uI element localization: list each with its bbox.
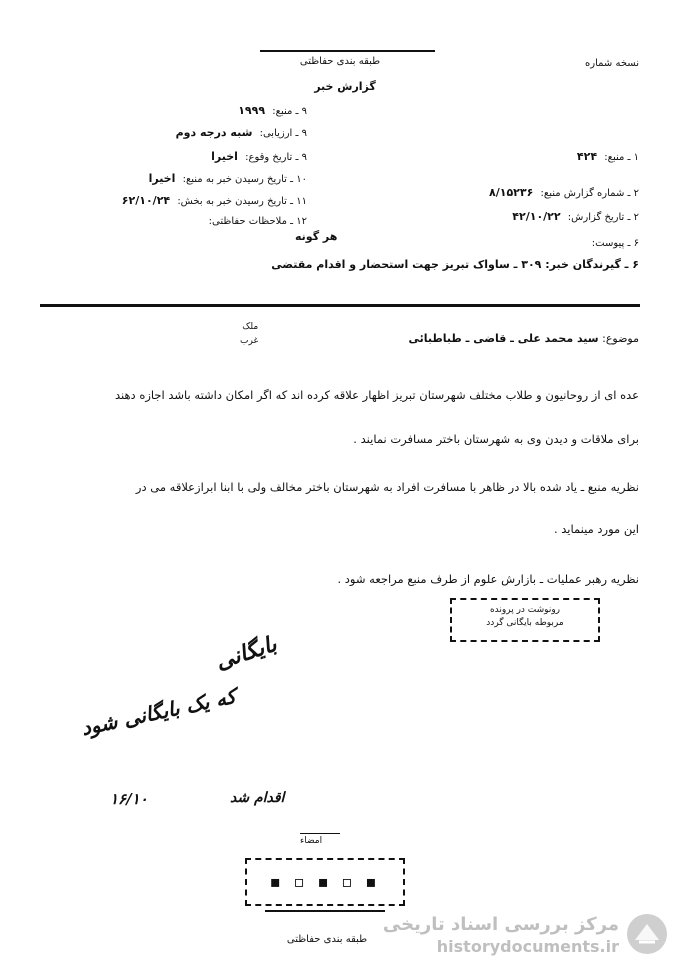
- desk-marks: [240, 320, 258, 348]
- handwritten-note: که یک بایگانی شود: [79, 683, 238, 741]
- body-paragraph: برای ملاقات و دیدن وی به شهرستان باختر مسافرت نمایند .: [353, 432, 639, 446]
- field-evaluation: [176, 126, 307, 139]
- field-value: شبه درجه دوم: [175, 126, 253, 139]
- field-value: ۱۹۹۹: [238, 104, 266, 117]
- handwritten-date: ۱۶/۱۰: [110, 790, 148, 808]
- field-label: ۱ ـ منبع:: [604, 152, 639, 163]
- field-label: ۱۱ ـ تاریخ رسیدن خبر به بخش:: [177, 196, 307, 207]
- body-paragraph: عده ای از روحانیون و طلاب مختلف شهرستان تبریز اظهار علاقه کرده اند که اگر امکان داشته باشد اجازه دهند: [114, 388, 639, 402]
- archive-stamp-line: رونوشت در پرونده: [489, 605, 561, 615]
- body-paragraph: نظریه منبع ـ یاد شده بالا در ظاهر با مسافرت افراد به شهرستان باختر مخالف ولی با ابنا ابرازعلاقه می در: [135, 480, 639, 494]
- subject-line: [409, 332, 639, 345]
- subject-value: سید محمد علی ـ قاضی ـ طباطبائی: [408, 332, 599, 345]
- archive-stamp: [450, 598, 600, 642]
- field-received-by-section-date: [122, 194, 307, 207]
- watermark: [383, 912, 669, 960]
- field-occurrence-date: [211, 150, 307, 163]
- signature-label: امضاء: [300, 836, 323, 846]
- desk-mark: ملک: [242, 322, 259, 332]
- handwritten-note: بایگانی: [212, 631, 280, 675]
- field-value: ۴۲/۱۰/۲۲: [512, 210, 561, 223]
- field-label: ۹ ـ منبع:: [272, 106, 307, 117]
- classification-label-bottom: طبقه بندی حفاظتی: [286, 934, 368, 945]
- copy-number-label: نسخه شماره: [585, 58, 639, 69]
- handwritten-note: اقدام شد: [230, 790, 285, 806]
- field-label: ۹ ـ تاریخ وقوع:: [245, 152, 307, 163]
- classification-stamp-top: [260, 8, 435, 52]
- signature-line: [300, 833, 340, 834]
- field-attachment: [588, 236, 639, 249]
- field-value: اخیرا: [148, 172, 176, 185]
- field-value: ۶۲/۱۰/۲۴: [121, 194, 171, 207]
- bottom-divider: [265, 910, 385, 912]
- classification-stamp-bottom: ▪ ▫ ▪ ▫ ▪: [245, 858, 405, 906]
- field-label: ۶ ـ پیوست:: [591, 238, 639, 249]
- field-value: اخیرا: [211, 150, 238, 163]
- report-title: گزارش خبر: [314, 80, 376, 93]
- archive-stamp-line: مربوطه بایگانی گردد: [486, 618, 564, 628]
- body-paragraph: این مورد مینماید .: [553, 522, 639, 536]
- watermark-url: historydocuments.ir: [436, 937, 619, 956]
- field-value: ۴۲۴: [576, 150, 598, 163]
- field-report-number: [489, 186, 639, 199]
- field-report-date: [512, 210, 639, 223]
- subject-label: موضوع:: [602, 332, 639, 345]
- watermark-title: مرکز بررسی اسناد تاریخی: [382, 914, 619, 935]
- field-received-by-source-date: [149, 172, 307, 185]
- desk-mark: غرب: [240, 336, 259, 346]
- classification-stamp-top-text: [260, 8, 435, 18]
- recipients-line: ۶ ـ گیرندگان خبر: ۳۰۹ ـ ساواک تبریز جهت استحضار و اقدام مقتضی: [271, 258, 639, 271]
- field-label: ۱۰ ـ تاریخ رسیدن خبر به منبع:: [182, 174, 307, 185]
- field-label: ۲ ـ تاریخ گزارش:: [567, 212, 639, 223]
- field-label: ۲ ـ شماره گزارش منبع:: [540, 188, 639, 199]
- field-value: ۸/۱۵۲۳۶: [489, 186, 534, 199]
- body-paragraph: نظریه رهبر عملیات ـ بازارش علوم از طرف منبع مراجعه شود .: [337, 572, 639, 586]
- archive-logo-icon: [625, 912, 669, 960]
- field-label: ۹ ـ ارزیابی:: [259, 128, 307, 139]
- urgency-label: هر گونه: [295, 230, 338, 243]
- field-label: ۱۲ ـ ملاحظات حفاظتی:: [208, 216, 307, 227]
- field-source: [577, 150, 639, 163]
- header-divider: [40, 304, 640, 307]
- field-security-notes: [205, 214, 307, 227]
- field-source-code: [238, 104, 307, 117]
- classification-label-top: طبقه بندی حفاظتی: [299, 56, 381, 67]
